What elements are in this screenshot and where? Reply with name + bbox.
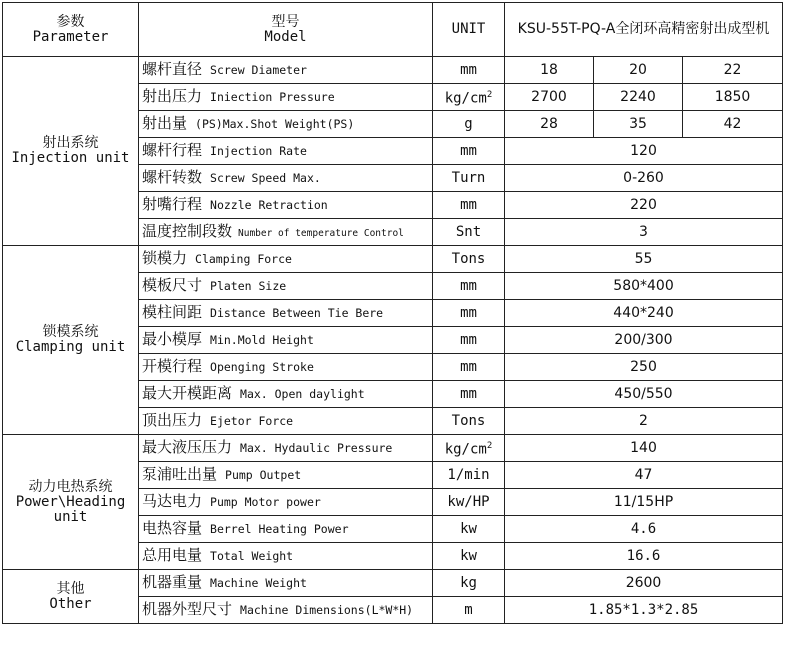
param-cn: 最小模厚 (142, 330, 203, 348)
param-en: Max. Open daylight (240, 387, 365, 401)
param-cell (139, 327, 433, 354)
unit-cell: m (433, 597, 505, 624)
header-unit: UNIT (433, 3, 505, 57)
param-cell (139, 138, 433, 165)
unit-cell: mm (433, 300, 505, 327)
table-row (3, 57, 783, 84)
param-cell (139, 408, 433, 435)
param-en: Nozzle Retraction (210, 198, 328, 212)
unit-cell (433, 435, 505, 462)
param-cn: 机器重量 (142, 573, 203, 591)
param-cell (139, 570, 433, 597)
param-cell (139, 273, 433, 300)
unit-cell: mm (433, 57, 505, 84)
value-cell: 440*240 (505, 300, 783, 327)
param-cn: 射出压力 (142, 87, 203, 105)
unit-cell: Turn (433, 165, 505, 192)
param-cn: 最大开模距离 (142, 384, 233, 402)
unit-cell: Tons (433, 408, 505, 435)
param-en: Machine Dimensions(L*W*H) (240, 603, 414, 617)
header-machine: KSU-55T-PQ-A全闭环高精密射出成型机 (505, 3, 783, 57)
value-cell: 4.6 (505, 516, 783, 543)
param-en: Max. Hydaulic Pressure (240, 441, 393, 455)
param-cell (139, 57, 433, 84)
param-en: Screw Speed Max. (210, 171, 321, 185)
param-cell (139, 543, 433, 570)
param-cn: 总用电量 (142, 546, 203, 564)
group-other-cn: 其他 (56, 580, 85, 597)
value-cell: 200/300 (505, 327, 783, 354)
value-cell: 11/15HP (505, 489, 783, 516)
value-cell: 47 (505, 462, 783, 489)
param-en: Number of temperature Control (238, 227, 404, 239)
param-cn: 马达电力 (142, 492, 203, 510)
spec-table (2, 2, 783, 624)
param-cell (139, 111, 433, 138)
table-row (3, 246, 783, 273)
value-cell: 140 (505, 435, 783, 462)
param-en: Pump Outpet (225, 468, 302, 482)
param-cn: 射出量 (142, 114, 188, 132)
value-cell: 1850 (683, 84, 783, 111)
value-cell: 580*400 (505, 273, 783, 300)
header-row (3, 3, 783, 57)
param-en: Openging Stroke (210, 360, 314, 374)
unit-cell: mm (433, 354, 505, 381)
unit-text: kg/cm (444, 90, 487, 107)
value-cell: 16.6 (505, 543, 783, 570)
param-cn: 螺杆直径 (142, 60, 203, 78)
param-en: Screw Diameter (210, 63, 307, 77)
unit-sup: 2 (486, 440, 493, 451)
param-cell (139, 354, 433, 381)
param-cell (139, 516, 433, 543)
value-cell: 120 (505, 138, 783, 165)
header-model-en: Model (264, 28, 307, 45)
table-row (3, 435, 783, 462)
value-cell: 2240 (594, 84, 683, 111)
group-clamping (3, 246, 139, 435)
group-power-en1: Power\Heading (15, 493, 126, 510)
header-parameter (3, 3, 139, 57)
param-cn: 顶出压力 (142, 411, 203, 429)
unit-cell: mm (433, 381, 505, 408)
param-cell (139, 219, 433, 246)
unit-cell: Snt (433, 219, 505, 246)
param-en: Iniection Pressure (210, 90, 335, 104)
param-cell (139, 84, 433, 111)
value-cell: 2 (505, 408, 783, 435)
param-cn: 射嘴行程 (142, 195, 203, 213)
value-cell: 22 (683, 57, 783, 84)
value-cell: 28 (505, 111, 594, 138)
param-en: Total Weight (210, 549, 294, 563)
unit-cell: 1/min (433, 462, 505, 489)
param-en: Platen Size (210, 279, 287, 293)
unit-cell: mm (433, 192, 505, 219)
group-power-cn: 动力电热系统 (28, 478, 113, 495)
value-cell: 220 (505, 192, 783, 219)
param-cell (139, 597, 433, 624)
unit-cell: kw (433, 516, 505, 543)
value-cell: 0-260 (505, 165, 783, 192)
param-cell (139, 462, 433, 489)
group-other (3, 570, 139, 624)
param-en: Berrel Heating Power (210, 522, 349, 536)
unit-cell: kw (433, 543, 505, 570)
param-cn: 模柱间距 (142, 303, 203, 321)
param-cell (139, 435, 433, 462)
unit-cell: kg (433, 570, 505, 597)
param-cell (139, 381, 433, 408)
header-param-cn: 参数 (56, 13, 85, 30)
param-en: Min.Mold Height (210, 333, 314, 347)
param-en: Clamping Force (195, 252, 292, 266)
unit-sup: 2 (486, 89, 493, 100)
param-cell (139, 165, 433, 192)
unit-cell (433, 84, 505, 111)
unit-cell: mm (433, 273, 505, 300)
value-cell: 450/550 (505, 381, 783, 408)
param-cell (139, 192, 433, 219)
unit-cell: kw/HP (433, 489, 505, 516)
group-power (3, 435, 139, 570)
param-cell (139, 246, 433, 273)
unit-cell: g (433, 111, 505, 138)
header-model (139, 3, 433, 57)
unit-text: kg/cm (444, 441, 487, 458)
param-cn: 开模行程 (142, 357, 203, 375)
value-cell: 1.85*1.3*2.85 (505, 597, 783, 624)
value-cell: 2600 (505, 570, 783, 597)
param-en: Injection Rate (210, 144, 307, 158)
param-cn: 电热容量 (142, 519, 203, 537)
value-cell: 20 (594, 57, 683, 84)
group-power-en2: unit (53, 508, 88, 525)
value-cell: 55 (505, 246, 783, 273)
group-injection (3, 57, 139, 246)
value-cell: 18 (505, 57, 594, 84)
value-cell: 2700 (505, 84, 594, 111)
param-en: Machine Weight (210, 576, 307, 590)
param-en: Distance Between Tie Bere (210, 306, 384, 320)
unit-cell: mm (433, 138, 505, 165)
param-cn: 模板尺寸 (142, 276, 203, 294)
value-cell: 250 (505, 354, 783, 381)
unit-cell: Tons (433, 246, 505, 273)
header-param-en: Parameter (32, 28, 109, 45)
param-cell (139, 489, 433, 516)
group-other-en: Other (49, 595, 92, 612)
param-en: Ejetor Force (210, 414, 294, 428)
group-clamping-cn: 锁模系统 (42, 324, 99, 340)
param-cn: 最大液压压力 (142, 438, 233, 456)
unit-cell: mm (433, 327, 505, 354)
header-model-cn: 型号 (271, 13, 300, 30)
value-cell: 3 (505, 219, 783, 246)
param-cn: 温度控制段数 (142, 221, 233, 240)
value-cell: 42 (683, 111, 783, 138)
param-cn: 锁模力 (142, 249, 188, 267)
param-cell (139, 300, 433, 327)
group-clamping-en: Clamping unit (15, 339, 126, 355)
param-en: Pump Motor power (210, 495, 321, 509)
param-cn: 螺杆行程 (142, 141, 203, 159)
param-en: (PS)Max.Shot Weight(PS) (195, 117, 355, 131)
table-row (3, 570, 783, 597)
param-cn: 螺杆转数 (142, 168, 203, 186)
group-injection-en: Injection unit (11, 150, 130, 166)
param-cn: 泵浦吐出量 (142, 465, 218, 483)
value-cell: 35 (594, 111, 683, 138)
param-cn: 机器外型尺寸 (142, 600, 233, 618)
group-injection-cn: 射出系统 (42, 135, 99, 151)
